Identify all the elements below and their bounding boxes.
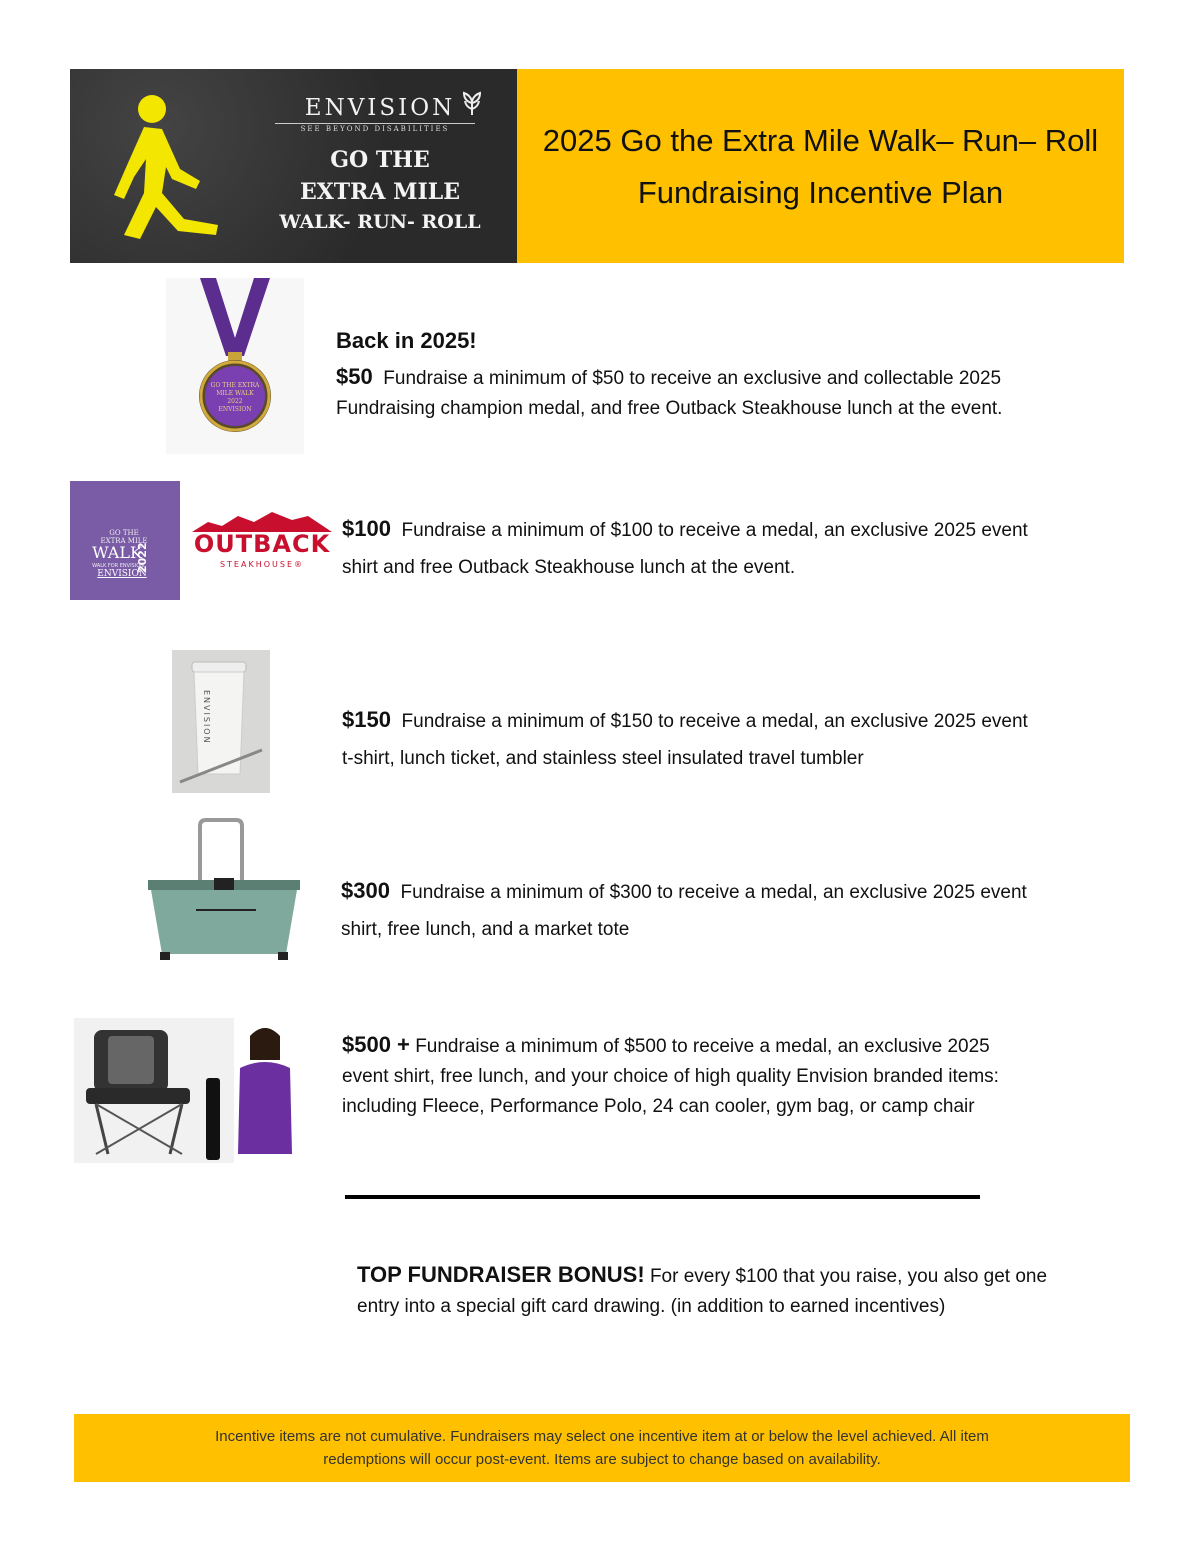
tier-50-line1: Fundraise a minimum of $50 to receive an exclusive and collectable 2025 [383, 368, 1002, 389]
tier-500-amount: $500 + [342, 1032, 410, 1057]
event-name-line3: WALK- RUN- ROLL [279, 211, 481, 233]
leaf-icon [460, 91, 484, 117]
footer-line2: redemptions will occur post-event. Items are subject to change based on availability. [323, 1451, 881, 1468]
envision-tagline: SEE BEYOND DISABILITIES [275, 123, 475, 133]
header-banner [70, 69, 1124, 263]
header-photo [70, 69, 517, 263]
tier-300-amount: $300 [341, 878, 390, 903]
tier-50-line2: Fundraising champion medal, and free Outback Steakhouse lunch at the event. [336, 398, 1003, 419]
tumbler-image [172, 650, 270, 793]
shirt-year: 2022 [136, 542, 149, 573]
bonus-text [357, 1260, 1157, 1322]
medal-image [166, 278, 304, 454]
envision-logo: ENVISION [304, 95, 456, 121]
tier-100-line1: Fundraise a minimum of $100 to receive a medal, an exclusive 2025 event [401, 520, 1028, 541]
tier-300-line1: Fundraise a minimum of $300 to receive a medal, an exclusive 2025 event [400, 882, 1027, 903]
bonus-heading: TOP FUNDRAISER BONUS! [357, 1262, 645, 1287]
tier-50-text [336, 362, 1136, 424]
page-title: 2025 Go the Extra Mile Walk– Run– Roll [542, 123, 1099, 158]
tier-500-line1: Fundraise a minimum of $500 to receive a medal, an exclusive 2025 [415, 1036, 990, 1057]
header-title-panel [517, 69, 1124, 263]
shirt-walk: WALK [92, 543, 142, 562]
shirt-envision: ENVISION [97, 569, 147, 579]
outback-word: OUTBACK [193, 530, 331, 558]
tier-300-text [341, 872, 1141, 948]
outback-sub: STEAKHOUSE® [219, 560, 305, 569]
page-subtitle: Fundraising Incentive Plan [637, 175, 1004, 210]
event-name-line1: GO THE [330, 147, 430, 173]
section-divider [345, 1195, 980, 1199]
tier-150-text [342, 701, 1142, 777]
tier-150-amount: $150 [342, 707, 391, 732]
medal-icon [166, 278, 304, 454]
camp-chair-icon [74, 1018, 234, 1163]
tier-500-line2: event shirt, free lunch, and your choice of high quality Envision branded items: [342, 1066, 999, 1087]
event-shirt-image [70, 481, 180, 600]
walking-person-icon [100, 89, 230, 249]
outback-logo [188, 510, 336, 574]
medal-inscription: GO THE EXTRA MILE WALK 2022 ENVISION [210, 382, 260, 413]
camp-chair-image [74, 1018, 234, 1163]
footer-line1: Incentive items are not cumulative. Fundraisers may select one incentive item at or below the level achieved. All item [215, 1428, 989, 1445]
tier-50-heading: Back in 2025! [336, 328, 477, 353]
tier-500-text [342, 1030, 1162, 1122]
footer-disclaimer [74, 1414, 1130, 1482]
shirt-line4: WALK FOR ENVISION [92, 563, 144, 569]
tier-100-amount: $100 [342, 516, 391, 541]
market-tote-image [146, 818, 302, 962]
bonus-line2: entry into a special gift card drawing. (in addition to earned incentives) [357, 1296, 946, 1317]
tier-100-text [342, 510, 1142, 586]
tier-150-line2: t-shirt, lunch ticket, and stainless steel insulated travel tumbler [342, 748, 864, 769]
bonus-line1: For every $100 that you raise, you also get one [649, 1266, 1048, 1287]
fleece-model-image [234, 1020, 296, 1156]
fleece-jacket-icon [234, 1020, 296, 1156]
shirt-line1: GO THE [109, 529, 139, 537]
tier-100-line2: shirt and free Outback Steakhouse lunch at the event. [342, 557, 796, 578]
tier-50-amount: $50 [336, 364, 373, 389]
shirt-line2: EXTRA MILE [100, 537, 148, 545]
tumbler-text: ENVISION [202, 690, 211, 745]
tier-150-line1: Fundraise a minimum of $150 to receive a medal, an exclusive 2025 event [401, 711, 1028, 732]
event-name-line2: EXTRA MILE [299, 179, 461, 205]
tumbler-icon [172, 650, 270, 793]
tier-500-line3: including Fleece, Performance Polo, 24 can cooler, gym bag, or camp chair [342, 1096, 975, 1117]
tier-300-line2: shirt, free lunch, and a market tote [341, 919, 630, 940]
market-tote-icon [146, 818, 302, 962]
